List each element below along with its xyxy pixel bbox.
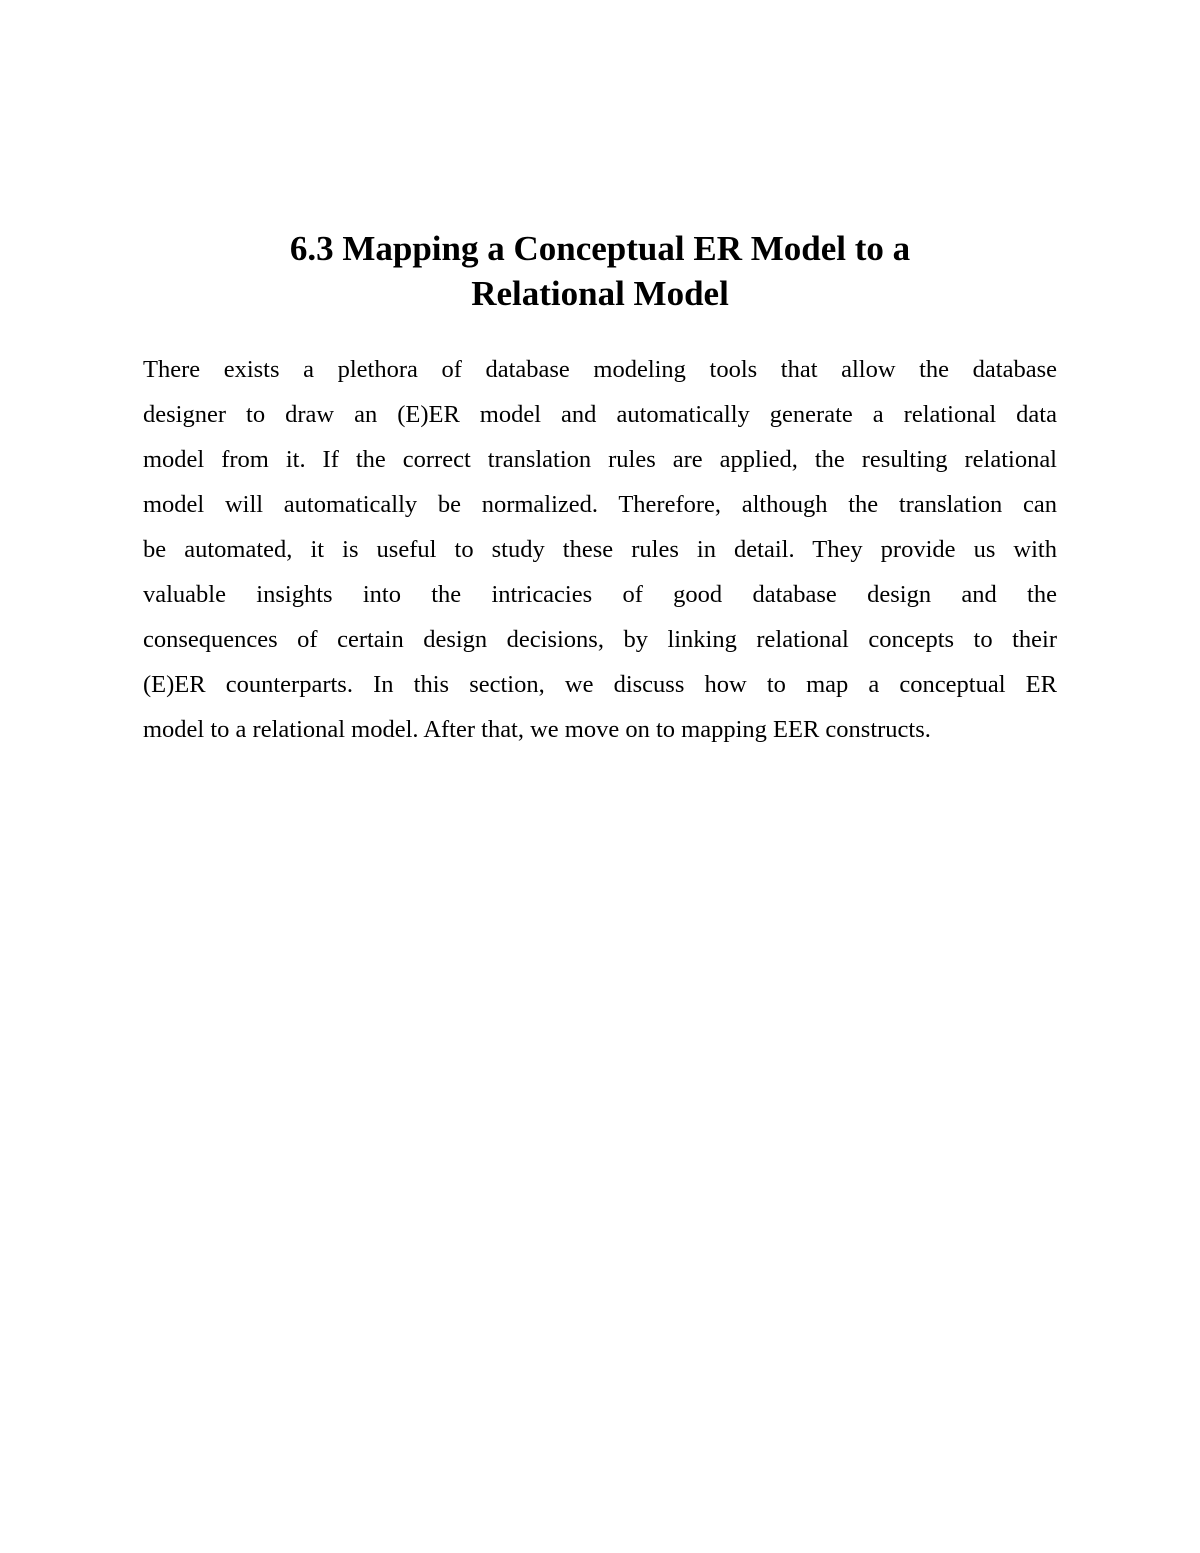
- paragraph-line: consequences of certain design decisions, by linking relational concepts to their: [143, 626, 1057, 653]
- paragraph-line: valuable insights into the intricacies of good database design and the: [143, 581, 1057, 608]
- section-heading-line-1: 6.3 Mapping a Conceptual ER Model to a: [289, 229, 911, 268]
- section-heading-line-2: Relational Model: [471, 274, 729, 313]
- section-heading: [143, 226, 1057, 316]
- paragraph-line: (E)ER counterparts. In this section, we discuss how to map a conceptual ER: [143, 671, 1057, 698]
- paragraph-line: model from it. If the correct translation rules are applied, the resulting relational: [143, 446, 1057, 473]
- paragraph-line: model to a relational model. After that, we move on to mapping EER constructs.: [143, 716, 931, 743]
- paragraph-line: There exists a plethora of database modeling tools that allow the database: [143, 356, 1057, 383]
- paragraph-line: be automated, it is useful to study these rules in detail. They provide us with: [143, 536, 1057, 563]
- paragraph-line: designer to draw an (E)ER model and automatically generate a relational data: [143, 401, 1057, 428]
- paragraph-line: model will automatically be normalized. Therefore, although the translation can: [143, 491, 1057, 518]
- body-paragraph: [143, 347, 1057, 752]
